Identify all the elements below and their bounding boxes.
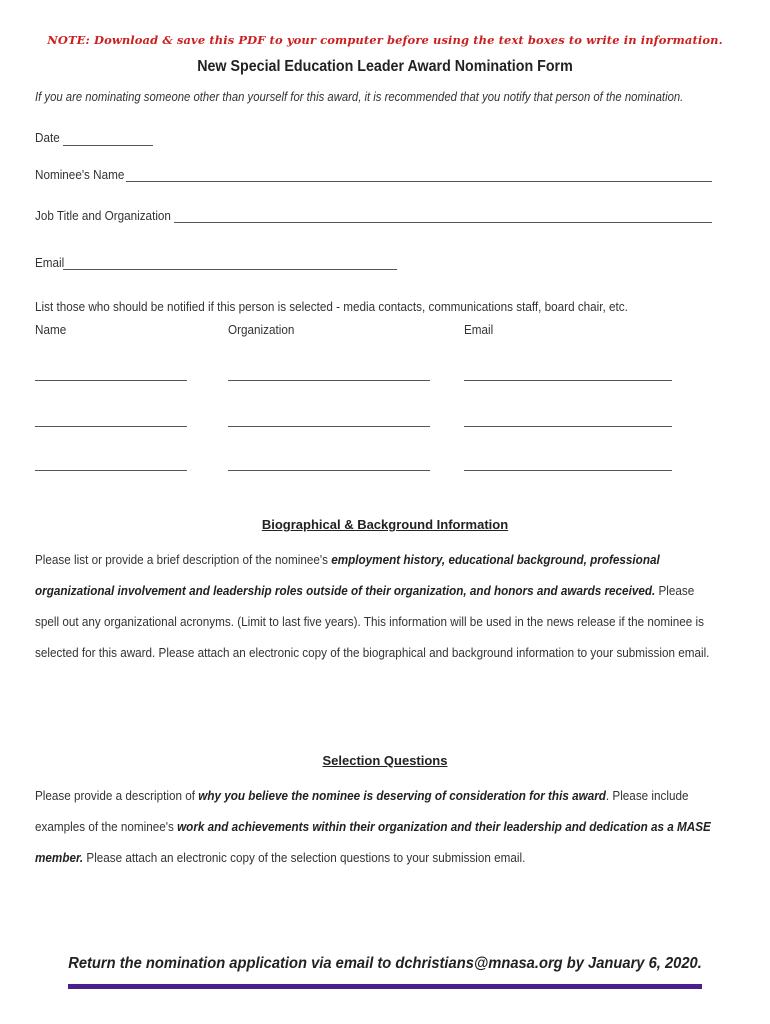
notify-name-field-2[interactable] [35,426,187,427]
download-note: NOTE: Download & save this PDF to your computer before using the text boxes to write in information. [47,33,723,47]
bio-paragraph [35,544,719,668]
email-field[interactable] [63,269,397,270]
notify-email-field-2[interactable] [464,426,672,427]
bio-heading: Biographical & Background Information [261,517,509,532]
selection-heading: Selection Questions [322,753,448,768]
selection-text-1: Please provide a description of [35,788,199,803]
selection-text-2: why you believe the nominee is deserving of consideration for this award [198,788,606,803]
date-label: Date [35,130,60,145]
selection-text-4: work and achievements within their organization and their leadership and dedication as a MASE member. [35,819,711,865]
selection-paragraph [35,780,719,873]
page-title: New Special Education Leader Award Nomination Form [197,58,573,75]
return-instructions: Return the nomination application via email to dchristians@mnasa.org by January 6, 2020. [68,955,702,972]
notify-org-field-3[interactable] [228,470,430,471]
date-field[interactable] [63,145,153,146]
intro-text: If you are nominating someone other than yourself for this award, it is recommended that you notify that person of the nomination. [35,90,684,104]
email-label: Email [35,255,65,270]
bio-text-2: employment history, educational background, professional organizational involvement and leadership roles outside of their organization, and honors and awards received. [35,552,660,598]
job-title-field[interactable] [174,222,712,223]
notify-email-field-1[interactable] [464,380,672,381]
nominee-name-label: Nominee's Name [35,167,125,182]
selection-text-5: Please attach an electronic copy of the selection questions to your submission email. [83,850,526,865]
notify-name-field-3[interactable] [35,470,187,471]
notify-org-field-2[interactable] [228,426,430,427]
notify-name-field-1[interactable] [35,380,187,381]
column-email: Email [464,322,494,337]
footer-rule [68,984,702,989]
notify-email-field-3[interactable] [464,470,672,471]
column-name: Name [35,322,67,337]
job-title-label: Job Title and Organization [35,208,171,223]
bio-text-1: Please list or provide a brief description of the nominee's [35,552,332,567]
notify-instruction: List those who should be notified if this person is selected - media contacts, communications staff, board chair, etc. [35,299,628,314]
nominee-name-field[interactable] [126,181,712,182]
selection-text-3: . Please include examples of the nominee's [35,788,689,834]
notify-org-field-1[interactable] [228,380,430,381]
column-organization: Organization [228,322,295,337]
bio-text-3: Please spell out any organizational acronyms. (Limit to last five years). This information will be used in the news release if the nominee is selected for this award. Please attach an electronic copy of the biographical and background information to your submission email. [35,583,710,660]
